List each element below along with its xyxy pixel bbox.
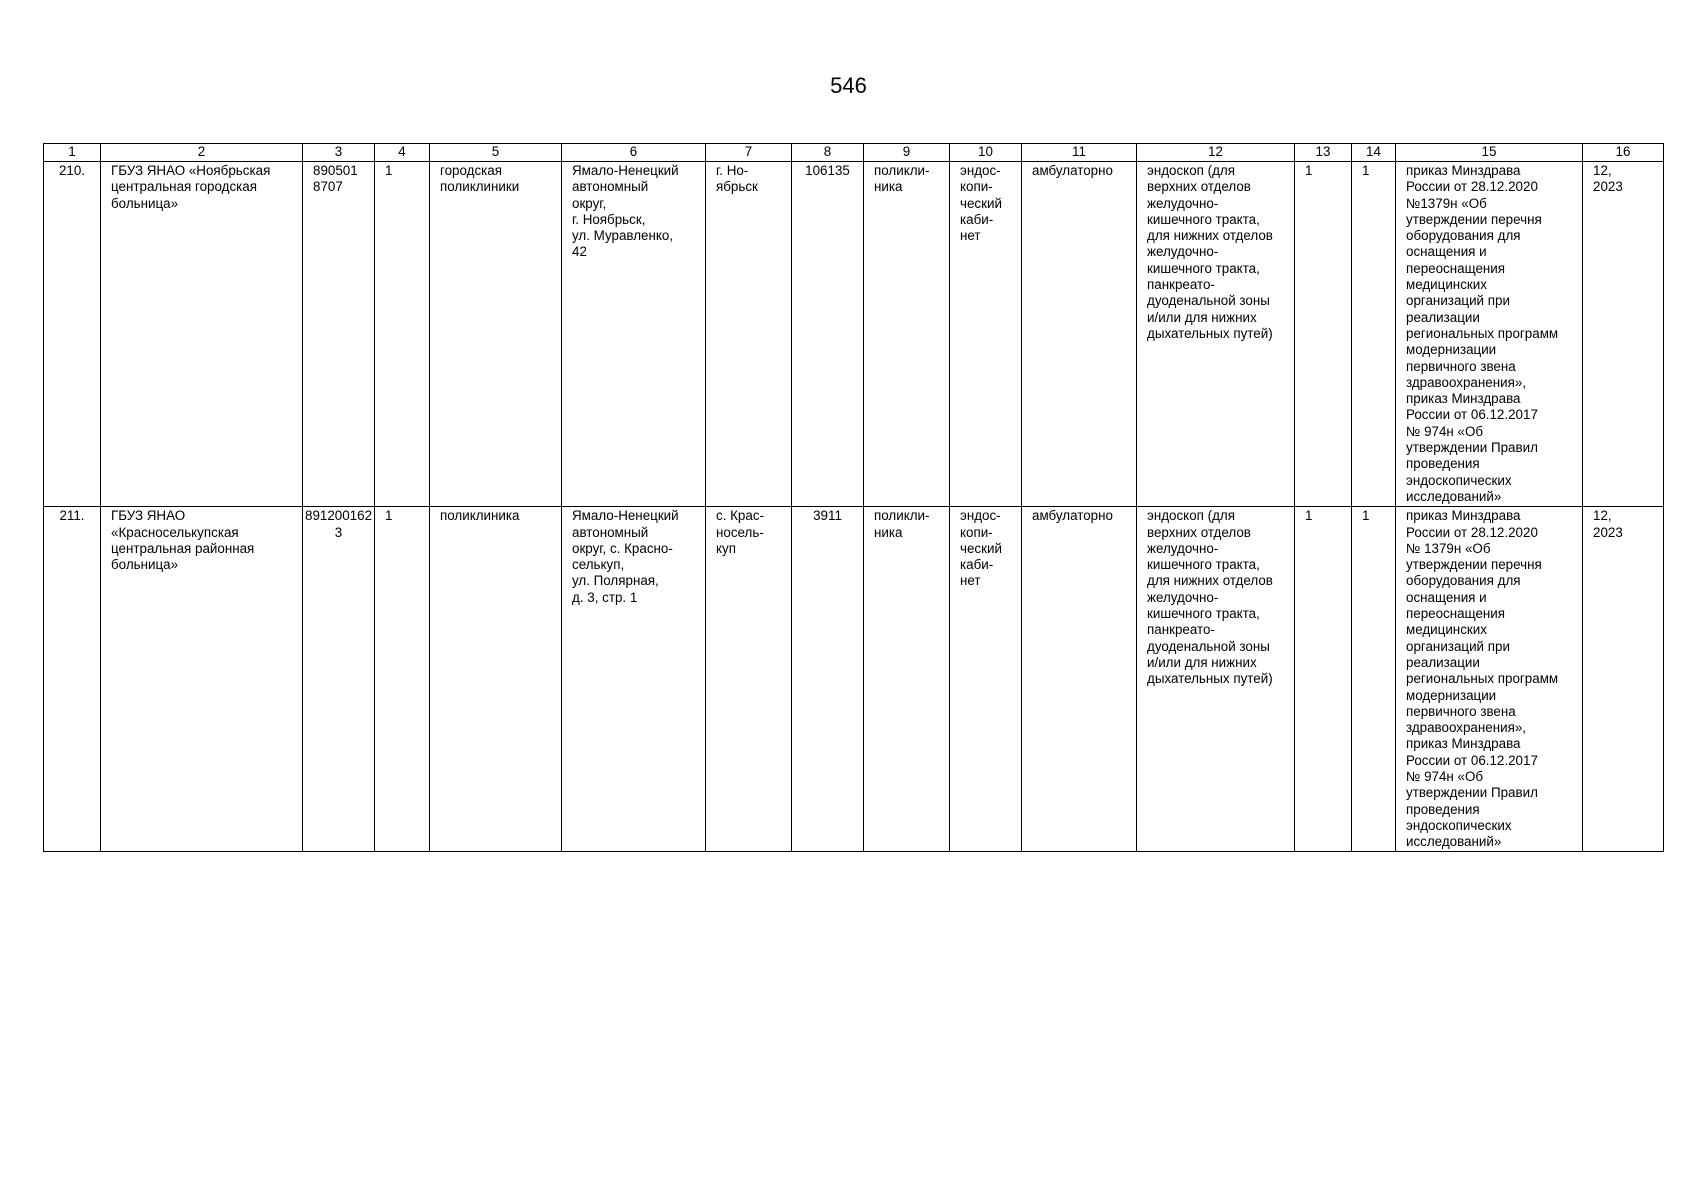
column-header: 8 (792, 144, 864, 162)
cell-inn: 891200162 3 (303, 507, 375, 852)
page-number: 546 (830, 73, 867, 98)
cell-col4: 1 (375, 162, 430, 507)
equipment-table (43, 143, 1664, 852)
cell-date: 12, 2023 (1583, 507, 1664, 852)
cell-city: с. Крас- носель- куп (706, 507, 792, 852)
cell-city: г. Но- ябрьск (706, 162, 792, 507)
column-header: 11 (1022, 144, 1137, 162)
cell-col14: 1 (1352, 507, 1396, 852)
table-row (44, 507, 1664, 852)
column-header: 7 (706, 144, 792, 162)
cell-population: 106135 (792, 162, 864, 507)
column-header: 2 (101, 144, 303, 162)
cell-organization: ГБУЗ ЯНАО «Ноябрьская центральная городская больница» (101, 162, 303, 507)
column-header: 15 (1396, 144, 1583, 162)
cell-col13: 1 (1295, 507, 1352, 852)
cell-equipment: эндоскоп (для верхних отделов желудочно- кишечного тракта, для нижних отделов желудочно- кишечного тракта, панкреато- дуоденальной зоны и/или для нижних дыхательных путей) (1137, 162, 1295, 507)
cell-row-number: 210. (44, 162, 101, 507)
cell-unit: поликли- ника (864, 507, 950, 852)
cell-facility-type: поликлиника (430, 507, 562, 852)
column-header: 14 (1352, 144, 1396, 162)
cell-facility-type: городская поликлиники (430, 162, 562, 507)
column-header: 10 (950, 144, 1022, 162)
cell-address: Ямало-Ненецкий автономный округ, г. Ноябрьск, ул. Муравленко, 42 (562, 162, 706, 507)
cell-room: эндос- копи- ческий каби- нет (950, 507, 1022, 852)
column-header: 6 (562, 144, 706, 162)
column-header: 1 (44, 144, 101, 162)
column-header: 9 (864, 144, 950, 162)
cell-date: 12, 2023 (1583, 162, 1664, 507)
column-header: 13 (1295, 144, 1352, 162)
cell-basis: приказ Минздрава России от 28.12.2020 № 1379н «Об утверждении перечня оборудования для оснащения и переоснащения медицинских организаций при реализации региональных программ модернизации первичного звена здравоохранения», приказ Минздрава России от 06.12.2017 № 974н «Об утверждении Правил проведения эндоскопических исследований» (1396, 507, 1583, 852)
cell-organization: ГБУЗ ЯНАО «Красноселькупская центральная районная больница» (101, 507, 303, 852)
cell-mode: амбулаторно (1022, 162, 1137, 507)
cell-row-number: 211. (44, 507, 101, 852)
cell-mode: амбулаторно (1022, 507, 1137, 852)
cell-col4: 1 (375, 507, 430, 852)
table-row (44, 162, 1664, 507)
cell-room: эндос- копи- ческий каби- нет (950, 162, 1022, 507)
column-header: 5 (430, 144, 562, 162)
cell-inn: 890501 8707 (303, 162, 375, 507)
cell-address: Ямало-Ненецкий автономный округ, с. Красно- селькуп, ул. Полярная, д. 3, стр. 1 (562, 507, 706, 852)
header-row (44, 144, 1664, 162)
cell-equipment: эндоскоп (для верхних отделов желудочно- кишечного тракта, для нижних отделов желудочно- кишечного тракта, панкреато- дуоденальной зоны и/или для нижних дыхательных путей) (1137, 507, 1295, 852)
cell-population: 3911 (792, 507, 864, 852)
cell-basis: приказ Минздрава России от 28.12.2020 №1379н «Об утверждении перечня оборудования для оснащения и переоснащения медицинских организаций при реализации региональных программ модернизации первичного звена здравоохранения», приказ Минздрава России от 06.12.2017 № 974н «Об утверждении Правил проведения эндоскопических исследований» (1396, 162, 1583, 507)
cell-col14: 1 (1352, 162, 1396, 507)
column-header: 4 (375, 144, 430, 162)
column-header: 16 (1583, 144, 1664, 162)
column-header: 3 (303, 144, 375, 162)
column-header: 12 (1137, 144, 1295, 162)
cell-col13: 1 (1295, 162, 1352, 507)
cell-unit: поликли- ника (864, 162, 950, 507)
